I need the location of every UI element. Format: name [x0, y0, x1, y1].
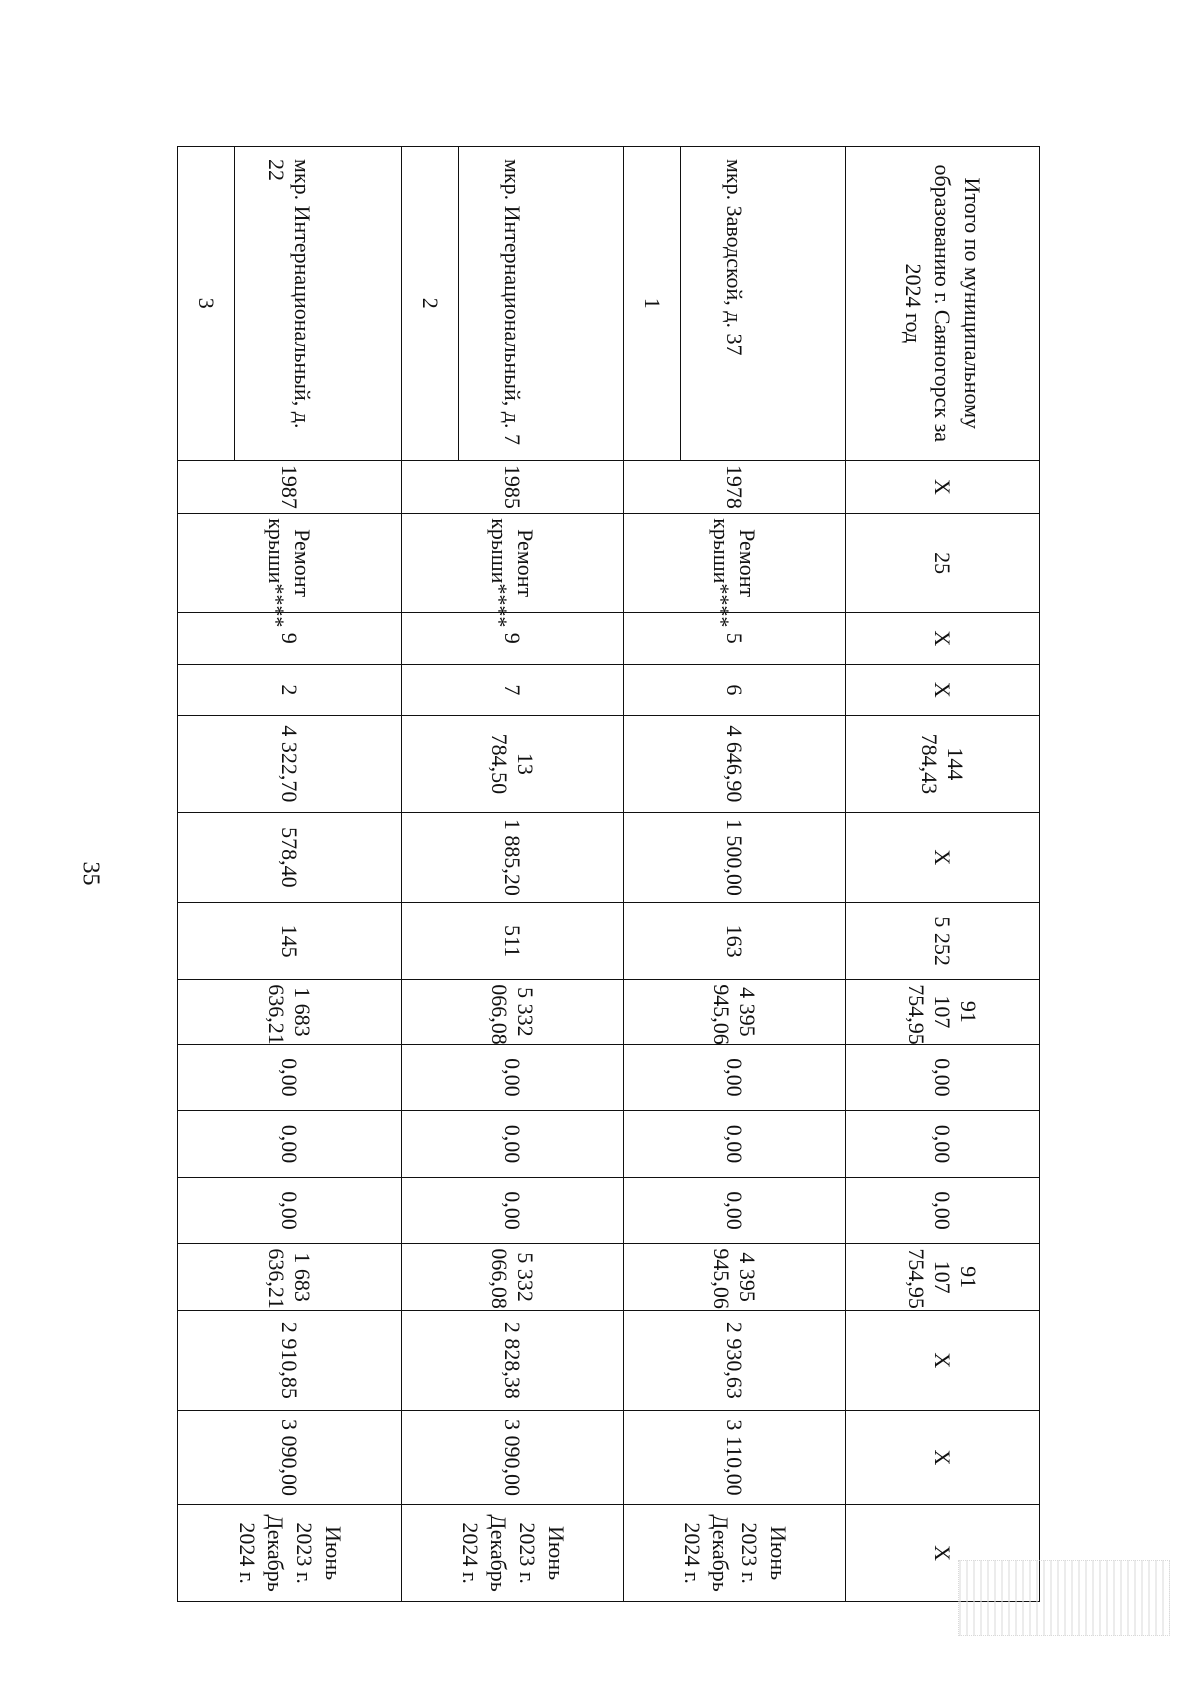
row-period-start: Июнь 2023 г. — [515, 1522, 569, 1584]
row-period — [624, 1505, 846, 1602]
row-work-type: Ремонт крыши**** — [178, 514, 402, 613]
row-c7: 4 322,70 — [178, 716, 402, 813]
row-c15: 2 910,85 — [178, 1310, 402, 1410]
row-period-end: Декабрь 2024 г. — [234, 1514, 289, 1592]
row-c10: 5 332 066,08 — [402, 980, 624, 1044]
row-c11: 0,00 — [402, 1044, 624, 1111]
row-period-end: Декабрь 2024 г. — [457, 1514, 512, 1592]
total-row — [846, 147, 1040, 1602]
total-c16: X — [846, 1410, 1040, 1504]
row-c8: 1 500,00 — [624, 812, 846, 902]
row-address-cell — [402, 147, 624, 461]
table-container — [178, 146, 1040, 1602]
total-c12: 0,00 — [846, 1111, 1040, 1178]
row-address: мкр. Интернациональный, д. 7 — [500, 159, 526, 445]
row-number: 3 — [178, 147, 235, 460]
row-c12: 0,00 — [402, 1111, 624, 1178]
row-address-cell — [178, 147, 402, 461]
row-c15: 2 930,63 — [624, 1310, 846, 1410]
row-work-type: Ремонт крыши**** — [402, 514, 624, 613]
row-c10: 1 683 636,21 — [178, 980, 402, 1044]
row-year: 1978 — [624, 460, 846, 514]
total-c11: 0,00 — [846, 1044, 1040, 1111]
row-c5: 5 — [624, 613, 846, 665]
stamp-mark — [958, 1560, 1170, 1636]
rotated-table-wrapper — [178, 146, 1040, 1602]
total-year: X — [846, 460, 1040, 514]
row-c5: 9 — [402, 613, 624, 665]
repair-program-table — [177, 146, 1040, 1602]
row-c14: 1 683 636,21 — [178, 1244, 402, 1311]
total-c6: X — [846, 664, 1040, 716]
total-work-count: 25 — [846, 514, 1040, 613]
row-number: 1 — [624, 147, 681, 460]
total-c8: X — [846, 812, 1040, 902]
row-period — [178, 1505, 402, 1602]
row-work-type: Ремонт крыши**** — [624, 514, 846, 613]
row-c11: 0,00 — [624, 1044, 846, 1111]
row-year: 1985 — [402, 460, 624, 514]
row-period-start: Июнь 2023 г. — [292, 1522, 346, 1584]
row-c16: 3 090,00 — [178, 1410, 402, 1504]
row-year: 1987 — [178, 460, 402, 514]
row-c6: 7 — [402, 664, 624, 716]
row-c5: 9 — [178, 613, 402, 665]
row-c11: 0,00 — [178, 1044, 402, 1111]
row-c8: 1 885,20 — [402, 812, 624, 902]
table-row — [178, 147, 402, 1602]
row-c9: 511 — [402, 902, 624, 979]
row-c7: 4 646,90 — [624, 716, 846, 813]
row-c6: 6 — [624, 664, 846, 716]
row-c9: 163 — [624, 902, 846, 979]
row-c10: 4 395 945,06 — [624, 980, 846, 1044]
total-c15: X — [846, 1310, 1040, 1410]
row-c14: 5 332 066,08 — [402, 1244, 624, 1311]
row-c16: 3 110,00 — [624, 1410, 846, 1504]
row-number: 2 — [402, 147, 459, 460]
row-c13: 0,00 — [402, 1177, 624, 1244]
total-c5: X — [846, 613, 1040, 665]
row-address: мкр. Заводской, д. 37 — [722, 159, 748, 356]
row-c6: 2 — [178, 664, 402, 716]
row-c13: 0,00 — [178, 1177, 402, 1244]
total-c9: 5 252 — [846, 902, 1040, 979]
row-c8: 578,40 — [178, 812, 402, 902]
row-period-end: Декабрь 2024 г. — [679, 1514, 734, 1592]
page-number: 35 — [77, 861, 104, 886]
total-c14: 91 107 754,95 — [846, 1244, 1040, 1311]
row-c16: 3 090,00 — [402, 1410, 624, 1504]
table-row — [402, 147, 624, 1602]
total-c13: 0,00 — [846, 1177, 1040, 1244]
row-period-start: Июнь 2023 г. — [737, 1522, 791, 1584]
row-c9: 145 — [178, 902, 402, 979]
total-c10: 91 107 754,95 — [846, 980, 1040, 1044]
table-row — [624, 147, 846, 1602]
row-address: мкр. Интернациональный, д. 22 — [264, 159, 316, 429]
row-c13: 0,00 — [624, 1177, 846, 1244]
total-c7: 144 784,43 — [846, 716, 1040, 813]
row-c14: 4 395 945,06 — [624, 1244, 846, 1311]
total-c17: X — [846, 1505, 1040, 1602]
row-period — [402, 1505, 624, 1602]
total-label: Итого по муниципальному образованию г. Саяногорск за 2024 год — [846, 147, 1040, 461]
row-c15: 2 828,38 — [402, 1310, 624, 1410]
row-c7: 13 784,50 — [402, 716, 624, 813]
row-c12: 0,00 — [624, 1111, 846, 1178]
row-address-cell — [624, 147, 846, 461]
row-c12: 0,00 — [178, 1111, 402, 1178]
